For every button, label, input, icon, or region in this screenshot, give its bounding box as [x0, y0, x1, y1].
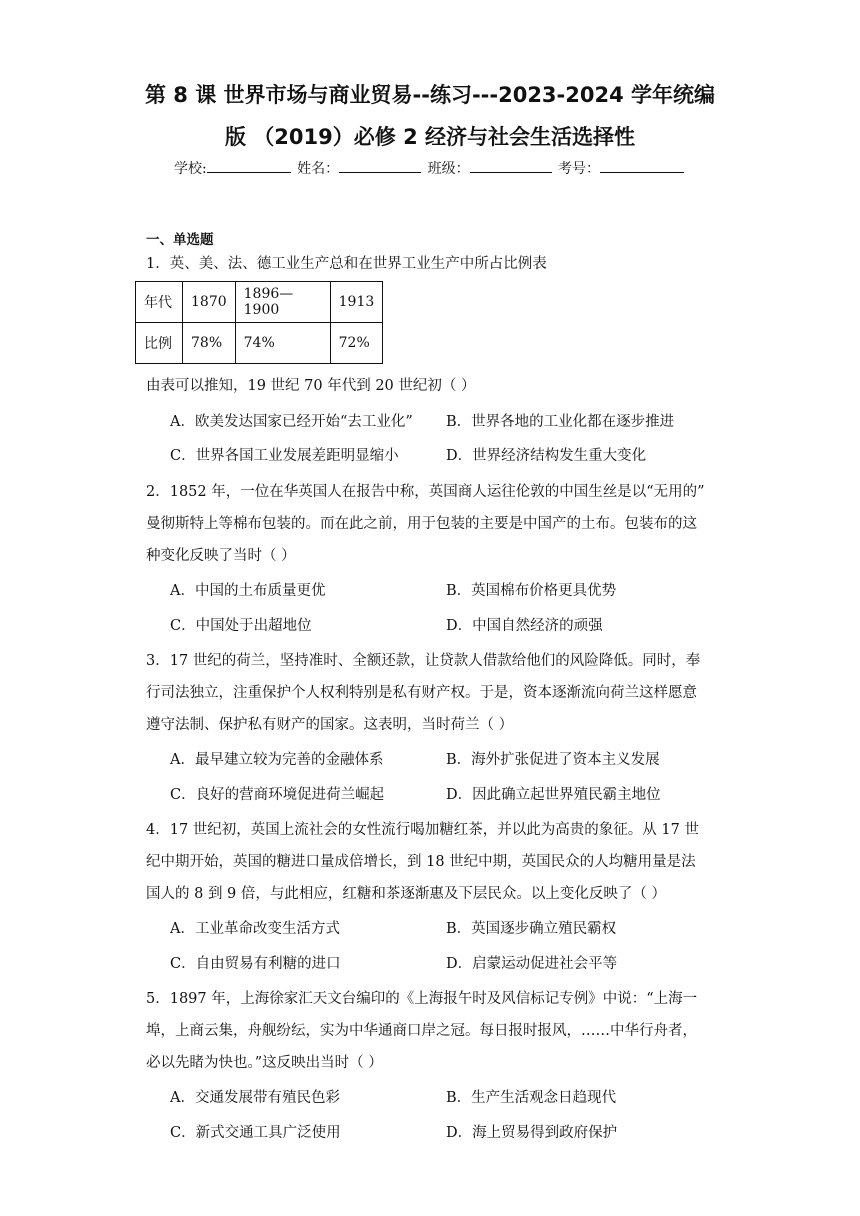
table-cell: 78% — [183, 323, 236, 364]
q1-option-c: C．世界各国工业发展差距明显缩小 — [170, 448, 399, 464]
q2-option-c: C．中国处于出超地位 — [170, 618, 312, 634]
table-cell: 74% — [235, 323, 330, 364]
section-title: 一、单选题 — [146, 232, 214, 248]
q5-line-3: 必以先睹为快也。”这反映出当时（ ） — [146, 1055, 383, 1071]
q5-line-2: 埠，上商云集，舟舰纷纭，实为中华通商口岸之冠。每日报时报风，……中华行舟者， — [146, 1023, 697, 1039]
table-cell: 1896—1900 — [235, 282, 330, 323]
table-row — [136, 323, 383, 364]
class-label: 班级： — [427, 161, 470, 177]
table-cell: 比例 — [136, 323, 183, 364]
q1-stem: 1．英、美、法、德工业生产总和在世界工业生产中所占比例表 — [146, 256, 547, 272]
q5-option-d: D．海上贸易得到政府保护 — [446, 1125, 618, 1141]
table-cell: 1870 — [183, 282, 236, 323]
q2-option-b: B．英国棉布价格更具优势 — [446, 583, 617, 599]
q2-option-a: A．中国的土布质量更优 — [170, 583, 326, 599]
table-cell: 1913 — [330, 282, 383, 323]
name-blank — [339, 158, 421, 173]
page-title-line-1: 第 8 课 世界市场与商业贸易--练习---2023-2024 学年统编 — [144, 83, 716, 107]
q3-option-d: D．因此确立起世界殖民霸主地位 — [446, 787, 661, 803]
q5-line-1: 5．1897 年，上海徐家汇天文台编印的《上海报午时及风信标记专例》中说：“上海一 — [146, 991, 698, 1007]
page-title-line-2: 版 （2019）必修 2 经济与社会生活选择性 — [225, 125, 635, 149]
table-cell: 年代 — [136, 282, 183, 323]
q5-option-b: B．生产生活观念日趋现代 — [446, 1090, 617, 1106]
q5-option-a: A．交通发展带有殖民色彩 — [170, 1090, 340, 1106]
q3-line-3: 遵守法制、保护私有财产的国家。这表明，当时荷兰（ ） — [146, 717, 514, 733]
school-label: 学校: — [173, 161, 207, 177]
name-label: 姓名： — [297, 161, 340, 177]
student-info-row — [0, 158, 860, 178]
q1-ask: 由表可以推知，19 世纪 70 年代到 20 世纪初（ ） — [146, 378, 476, 394]
q5-option-c: C．新式交通工具广泛使用 — [170, 1125, 341, 1141]
q2-line-2: 曼彻斯特上等棉布包装的。而在此之前，用于包装的主要是中国产的土布。包装布的这 — [146, 516, 697, 532]
table-cell: 72% — [330, 323, 383, 364]
q1-data-table — [135, 281, 383, 364]
class-blank — [470, 158, 552, 173]
exam-no-blank — [600, 158, 684, 173]
q1-option-d: D．世界经济结构发生重大变化 — [446, 448, 647, 464]
table-row — [136, 282, 383, 323]
q1-option-a: A．欧美发达国家已经开始“去工业化” — [170, 414, 413, 430]
q3-line-1: 3．17 世纪的荷兰，坚持准时、全额还款，让贷款人借款给他们的风险降低。同时，奉 — [146, 653, 701, 669]
q4-line-2: 纪中期开始，英国的糖进口量成倍增长，到 18 世纪中期，英国民众的人均糖用量是法 — [146, 854, 696, 870]
q3-line-2: 行司法独立，注重保护个人权利特别是私有财产权。于是，资本逐渐流向荷兰这样愿意 — [146, 685, 697, 701]
q2-line-3: 种变化反映了当时（ ） — [146, 548, 296, 564]
q3-option-a: A．最早建立较为完善的金融体系 — [170, 752, 384, 768]
q4-option-c: C．自由贸易有利糖的进口 — [170, 956, 341, 972]
q4-line-1: 4．17 世纪初，英国上流社会的女性流行喝加糖红茶，并以此为高贵的象征。从 17 世 — [146, 822, 699, 838]
q3-option-b: B．海外扩张促进了资本主义发展 — [446, 752, 660, 768]
q1-option-b: B．世界各地的工业化都在逐步推进 — [446, 414, 675, 430]
q4-option-a: A．工业革命改变生活方式 — [170, 921, 340, 937]
q4-option-b: B．英国逐步确立殖民霸权 — [446, 921, 617, 937]
q4-option-d: D．启蒙运动促进社会平等 — [446, 956, 618, 972]
q3-option-c: C．良好的营商环境促进荷兰崛起 — [170, 787, 385, 803]
q4-line-3: 国人的 8 到 9 倍，与此相应，红糖和茶逐渐惠及下层民众。以上变化反映了（ ） — [146, 886, 666, 902]
q2-line-1: 2．1852 年，一位在华英国人在报告中称，英国商人运往伦敦的中国生丝是以“无用的” — [146, 484, 705, 500]
q2-option-d: D．中国自然经济的顽强 — [446, 618, 603, 634]
school-blank — [207, 158, 291, 173]
exam-no-label: 考号： — [558, 161, 601, 177]
